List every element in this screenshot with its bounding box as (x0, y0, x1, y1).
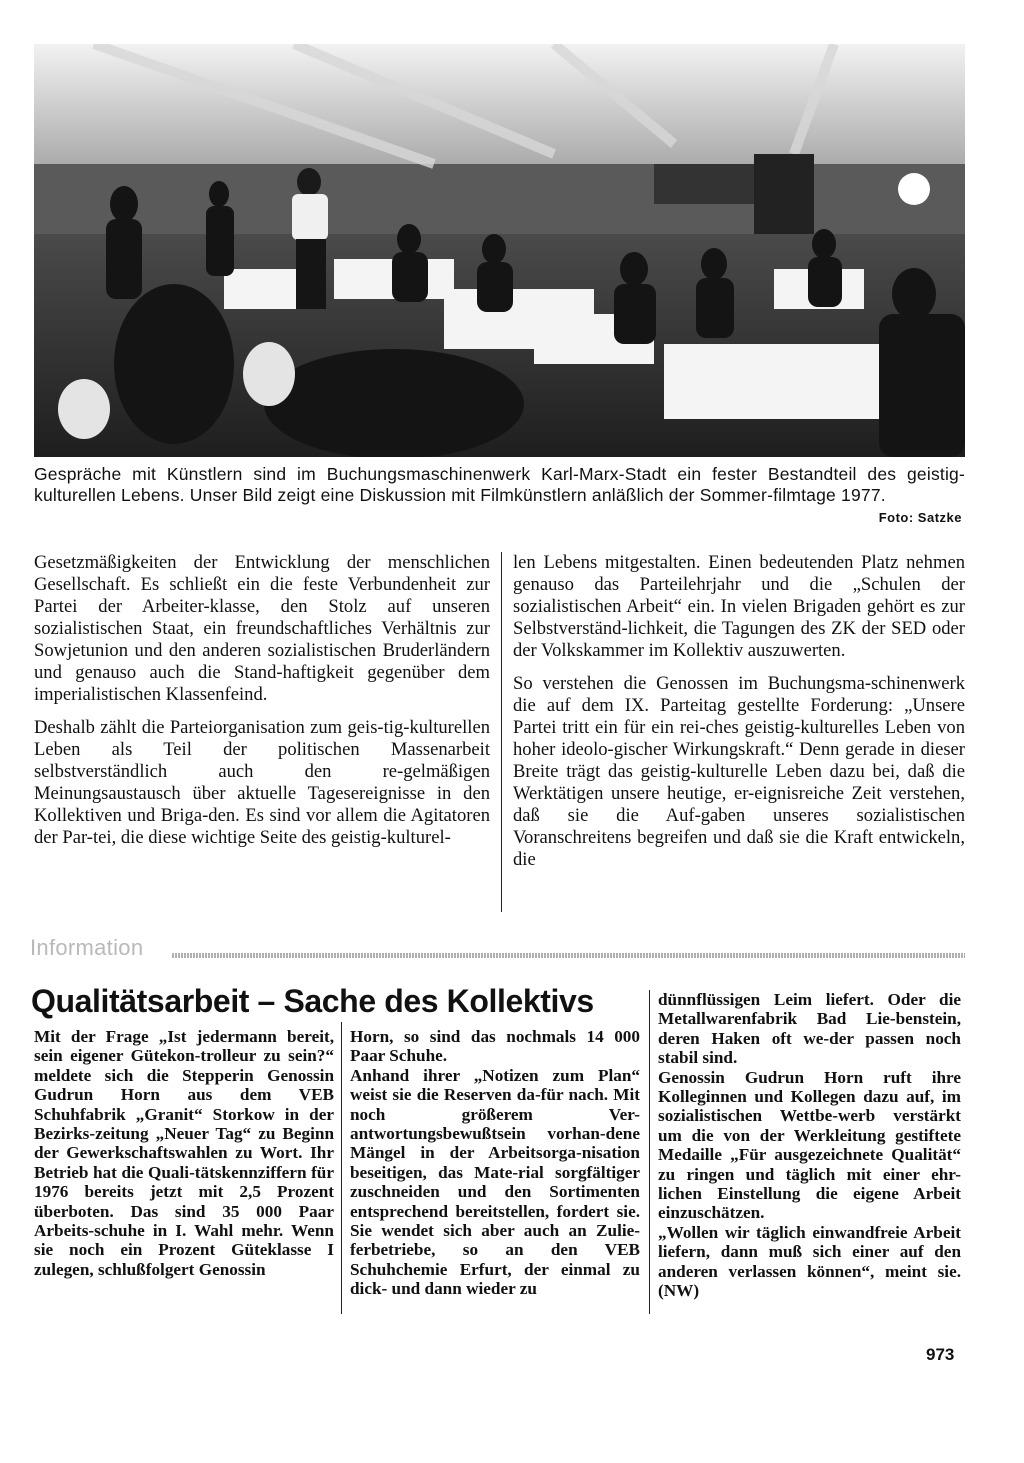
paragraph: So verstehen die Genossen im Buchungsma-schinenwerk die auf dem IX. Parteitag gestellte Forderung: „Unsere Partei tritt ein für ein rei-ches geistig-kulturelles Leben von hoher ideolo-gischer Wirkungskraft.“ Denn gerade in dieser Breite trägt das geistig-kulturelle Leben dazu bei, daß die Werktätigen unsere heutige, er-eignisreiche Zeit verstehen, daß sie die Auf-gaben unseres sozialistischen Voranschreitens begreifen und daß sie die Kraft entwickeln, die (513, 673, 965, 870)
article-lower-column-1 (34, 1027, 334, 1279)
section-label: Information (30, 935, 144, 960)
photo-scene (34, 44, 965, 457)
page-number: 973 (926, 1345, 955, 1364)
paragraph: Genossin Gudrun Horn ruft ihre Kolleginnen und Kollegen dazu auf, im sozialistischen Wettbe-werb verstärkt um die von der Werkleitung gestiftete Medaille „Für ausgezeichnete Qualität“ zu ringen und täglich mit einer ehr-lichen Einstellung die eigene Arbeit einzuschätzen. (658, 1067, 961, 1223)
paragraph: „Wollen wir täglich einwandfreie Arbeit liefern, dann muß sich einer auf den anderen verlassen können“, meint sie. (NW) (658, 1222, 961, 1301)
column-divider (341, 1022, 342, 1314)
paragraph: Mit der Frage „Ist jedermann bereit, sein eigener Gütekon-trolleur zu sein?“ meldete sich die Stepperin Genossin Gudrun Horn aus dem VEB Schuhfabrik „Granit“ Storkow in der Bezirks-zeitung „Neuer Tag“ zu Beginn der Gewerkschaftswahlen zu Wort. Ihr Betrieb hat die Quali-tätskennziffern für 1976 bereits jetzt mit 2,5 Prozent überboten. Das sind 35 000 Paar Arbeits-schuhe in I. Wahl mehr. Wenn sie noch ein Prozent Güteklasse I zulegen, schlußfolgert Genossin (34, 1027, 334, 1279)
article-upper-right-column (513, 552, 965, 882)
article-lower-column-2 (350, 1027, 640, 1299)
paragraph: dünnflüssigen Leim liefert. Oder die Metallwarenfabrik Bad Lie-benstein, deren Haken oft we-der passen noch stabil sind. (658, 990, 961, 1068)
column-divider (501, 552, 502, 912)
paragraph: Deshalb zählt die Parteiorganisation zum geis-tig-kulturellen Leben als Teil der politischen Massenarbeit selbstverständlich auch den re-gelmäßigen Meinungsaustausch über aktuelle Tagesereignisse in den Kollektiven und Briga-den. Es sind vor allem die Agitatoren der Par-tei, die diese wichtige Seite des geistig-kulturel- (34, 717, 490, 848)
paragraph: len Lebens mitgestalten. Einen bedeutenden Platz nehmen genauso das Parteilehrjahr und die „Schulen der sozialistischen Arbeit“ ein. In vielen Brigaden gehört es zur Selbstverständ-lichkeit, die Tagungen des ZK der SED oder der Volkskammer im Kollektiv auszuwerten. (513, 552, 965, 661)
article-lower-column-3 (658, 990, 961, 1301)
photo-discussion (34, 44, 965, 457)
article-upper-left-column (34, 552, 490, 860)
section-rule (172, 953, 965, 958)
photo-credit: Foto: Satzke (878, 510, 962, 525)
paragraph: Horn, so sind das nochmals 14 000 Paar Schuhe. (350, 1027, 640, 1066)
column-divider (649, 990, 650, 1314)
photo-caption: Gespräche mit Künstlern sind im Buchungsmaschinenwerk Karl-Marx-Stadt ein fester Bestandteil des geistig-kulturellen Lebens. Unser Bild zeigt eine Diskussion mit Filmkünstlern anläßlich der Sommer-filmtage 1977. (34, 464, 965, 505)
article-headline: Qualitätsarbeit – Sache des Kollektivs (31, 983, 594, 1019)
paragraph: Anhand ihrer „Notizen zum Plan“ weist sie die Reserven da-für nach. Mit noch größerem Ver-antwortungsbewußtsein vorhan-dene Mängel in der Arbeitsorga-nisation beseitigen, das Mate-rial sorgfältiger zuschneiden und den Sortimenten entsprechend bereitstellen, fordert sie. Sie wendet sich aber auch an Zulie-ferbetriebe, so an den VEB Schuhchemie Erfurt, der einmal zu dick- und dann wieder zu (350, 1065, 640, 1299)
paragraph: Gesetzmäßigkeiten der Entwicklung der menschlichen Gesellschaft. Es schließt ein die feste Verbundenheit zur Partei der Arbeiter-klasse, den Stolz auf unseren sozialistischen Staat, ein freundschaftliches Verhältnis zur Sowjetunion und den anderen sozialistischen Bruderländern und genauso auch die Stand-haftigkeit gegenüber dem imperialistischen Klassenfeind. (34, 552, 490, 705)
